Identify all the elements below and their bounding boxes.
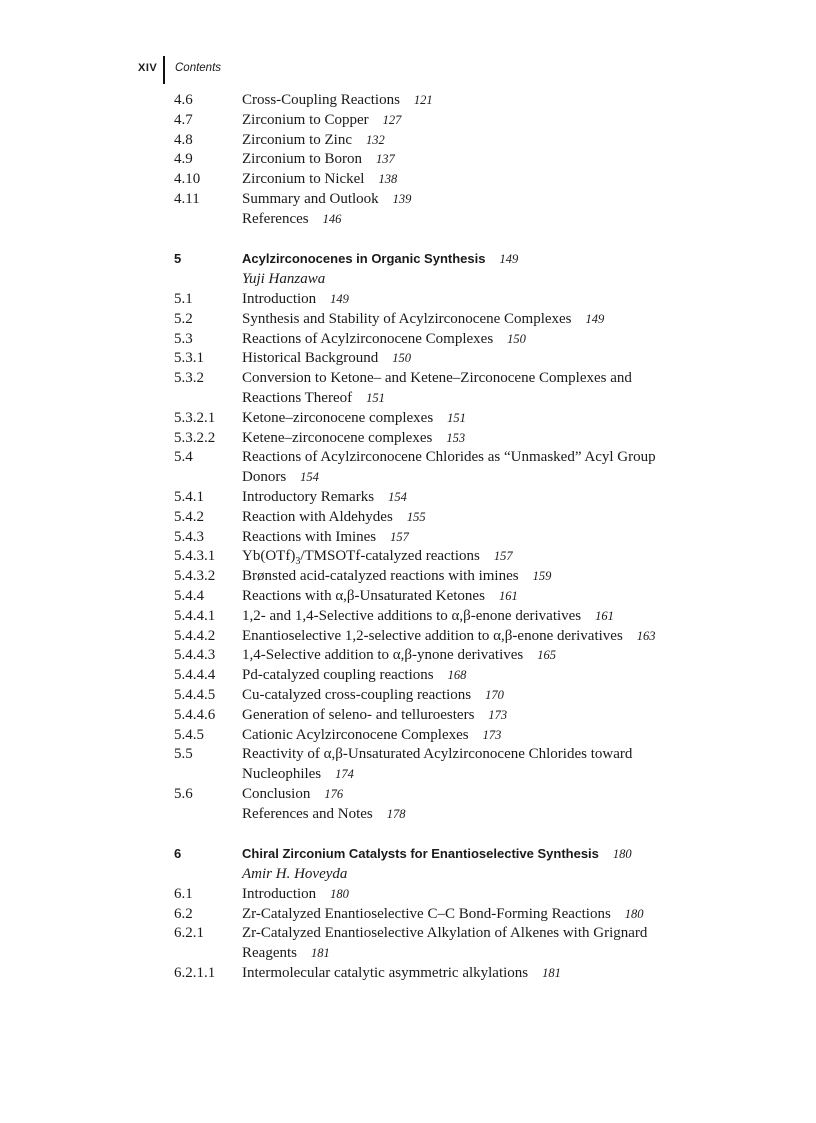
entry-title: Reactions of Acylzirconocene Complexes [242,330,494,347]
header-divider [163,56,165,84]
entry-title: Ketone–zirconocene complexes [242,409,434,426]
entry-title: Historical Background [242,350,379,367]
entry-number: 5.3 [174,330,193,347]
entry-title-line [242,291,349,307]
entry-page: 132 [365,132,385,147]
entry-title-line [242,191,411,207]
entry-title: Reactions with α,β-Unsaturated Ketones [242,587,485,604]
entry-page: 161 [595,608,614,623]
entry-title-line [242,331,526,347]
entry-title-block [242,844,734,885]
entry-page: 151 [447,410,466,425]
entry-page: 181 [542,966,561,981]
entry-title-block [242,666,734,686]
entry-title-line [242,449,656,465]
toc-entry [174,170,734,190]
entry-title: Summary and Outlook [242,190,379,207]
entry-title-line [242,707,507,723]
entry-title: 1,4-Selective addition to α,β-ynone derivatives [242,647,524,664]
entry-title-block [242,785,734,805]
entry-title: Zirconium to Copper [242,111,369,128]
entry-title: Chiral Zirconium Catalysts for Enantioselective Synthesis [242,846,599,862]
chapter-author: Yuji Hanzawa [242,271,326,288]
entry-page: 157 [390,529,409,544]
entry-title: Zirconium to Boron [242,151,362,168]
entry-title: Yb(OTf) [242,548,296,565]
toc-entry [174,587,734,607]
entry-title-block [242,726,734,746]
entry-number [174,210,242,230]
entry-title: Introductory Remarks [242,488,375,505]
entry-title: Conversion to Ketone– and Ketene–Zirconocene Complexes and [242,370,632,387]
entry-number: 4.10 [174,171,201,188]
toc-entry [174,745,734,785]
entry-title-line [242,251,518,267]
entry-title-block [242,587,734,607]
entry-page: 146 [322,211,342,226]
toc-entry [174,706,734,726]
entry-title-block [242,964,734,984]
entry-title: Pd-catalyzed coupling reactions [242,667,434,684]
entry-title-line [242,746,632,762]
toc-entry [174,627,734,647]
entry-title-line [242,370,632,386]
entry-title-block [242,905,734,925]
entry-title: Cross-Coupling Reactions [242,92,400,108]
entry-number: 4.6 [174,92,193,108]
entry-title-line2: Donors [242,469,287,486]
entry-title: Cationic Acylzirconocene Complexes [242,726,469,743]
toc-chapter-entry [174,844,734,885]
entry-number: 6.2.1.1 [174,965,216,982]
entry-page: 150 [392,351,411,366]
entry-title-line2: Nucleophiles [242,766,322,783]
entry-number: 5.4.4.2 [174,627,216,644]
entry-title-block [242,885,734,905]
entry-title: Generation of seleno- and telluroesters [242,706,475,723]
toc-entry [174,686,734,706]
entry-title: Intermolecular catalytic asymmetric alkylations [242,965,529,982]
entry-title: Synthesis and Stability of Acylzirconocene Complexes [242,310,572,327]
entry-page: 180 [330,886,349,901]
entry-number: 5.3.2.2 [174,429,216,446]
entry-number: 4.7 [174,111,193,128]
entry-page: 155 [406,509,426,524]
entry-title-line [242,687,504,703]
toc-entry [174,547,734,567]
entry-number [174,805,242,825]
entry-title-line2: Reactions Thereof [242,389,353,406]
entry-title: Acylzirconocenes in Organic Synthesis [242,251,486,267]
toc-entry [174,210,734,230]
entry-title: Zr-Catalyzed Enantioselective Alkylation of Alkenes with Grignard [242,925,648,942]
entry-title: Zirconium to Nickel [242,171,365,188]
entry-title-line [242,786,343,802]
entry-page: 139 [392,191,412,206]
entry-title: Introduction [242,290,317,307]
entry-page: 149 [330,291,349,306]
toc-entry [174,150,734,170]
entry-number: 5.2 [174,310,193,327]
toc-entry [174,290,734,310]
entry-title-block [242,249,734,290]
entry-page: 170 [485,687,504,702]
entry-title-block [242,805,734,825]
entry-title-line [242,846,632,862]
running-title: Contents [175,62,222,74]
toc-entry [174,785,734,805]
entry-title-line [242,965,561,981]
entry-title-block [242,627,734,647]
toc-entry [174,528,734,548]
chapter-author: Amir H. Hoveyda [242,866,348,883]
entry-title: Reactions with Imines [242,528,377,545]
entry-page: 168 [447,668,467,683]
entry-number: 5.4.4.6 [174,706,216,723]
entry-title-block [242,91,734,111]
entry-title: Reaction with Aldehydes [242,508,393,525]
entry-number: 4.11 [174,190,200,207]
entry-title-line [242,886,349,902]
entry-title-block [242,508,734,528]
entry-page: 173 [482,727,502,742]
toc-entry [174,349,734,369]
entry-title-block [242,290,734,310]
entry-title: Cu-catalyzed cross-coupling reactions [242,686,472,703]
entry-title-block [242,330,734,350]
entry-page: 173 [488,707,508,722]
entry-title: Zr-Catalyzed Enantioselective C–C Bond-Forming Reactions [242,905,611,922]
entry-page: 181 [310,946,330,961]
entry-title-line2: Reagents [242,945,297,962]
entry-page: 149 [499,252,519,267]
entry-title-block [242,190,734,210]
entry-number: 4.9 [174,151,193,168]
entry-number: 5.4.4.4 [174,667,216,684]
entry-title-line [242,430,465,446]
entry-number: 5.3.2.1 [174,409,216,426]
entry-title-line [242,92,433,108]
entry-title-line [242,568,551,584]
entry-number: 6.2.1 [174,925,204,942]
entry-page: 180 [624,906,644,921]
toc-entry [174,885,734,905]
entry-title: Introduction [242,885,317,902]
entry-number: 5.4.3.1 [174,548,216,565]
entry-page: 151 [366,390,385,405]
entry-title-block [242,547,734,567]
entry-title-line [242,628,656,644]
entry-title-block [242,369,734,409]
subscript: 3 [295,556,301,568]
entry-number: 6 [174,846,182,862]
entry-number: 5.5 [174,746,193,763]
entry-number: 4.8 [174,131,193,148]
entry-page: 176 [324,786,344,801]
toc-entry [174,508,734,528]
entry-title: Brønsted acid-catalyzed reactions with imines [242,568,519,585]
toc-entry [174,131,734,151]
entry-title: Conclusion [242,785,311,802]
entry-title: Zirconium to Zinc [242,131,352,148]
entry-title-line [242,647,556,663]
entry-title-line [242,588,518,604]
toc-entry [174,567,734,587]
entry-title-block [242,567,734,587]
entry-page: 165 [537,648,556,663]
entry-page: 180 [612,847,632,862]
entry-page: 159 [532,569,552,584]
entry-title: 1,2- and 1,4-Selective additions to α,β-enone derivatives [242,607,582,624]
entry-title-line [242,211,341,227]
toc-entry [174,726,734,746]
entry-number: 5.4.4.1 [174,607,216,624]
entry-number: 5.3.2 [174,370,204,387]
toc-entry [174,330,734,350]
entry-number: 5.4.3.2 [174,568,216,585]
toc-entry [174,429,734,449]
entry-number: 5.4.4.5 [174,686,216,703]
entry-title-line [242,727,501,743]
entry-title-block [242,131,734,151]
toc-entry [174,805,734,825]
entry-page: 178 [386,806,406,821]
entry-title-block [242,111,734,131]
entry-title-block [242,409,734,429]
entry-number: 5.4 [174,449,193,466]
entry-title-block [242,170,734,190]
toc-chapter-entry [174,249,734,290]
entry-page: 127 [382,112,402,127]
entry-page: 161 [498,588,518,603]
entry-title: Enantioselective 1,2-selective addition to α,β-enone derivatives [242,627,623,644]
entry-title-block [242,745,734,785]
entry-title-line [242,171,397,187]
toc-entry [174,964,734,984]
toc-entry [174,905,734,925]
entry-number: 5.4.2 [174,508,204,525]
page-number: XIV [138,62,158,74]
entry-page: 153 [446,430,466,445]
entry-number: 5.1 [174,290,193,307]
toc-entry [174,111,734,131]
entry-page: 157 [493,549,513,564]
table-of-contents [174,91,734,984]
entry-title-block [242,924,734,964]
toc-entry [174,409,734,429]
entry-number: 6.2 [174,905,193,922]
entry-title-block [242,488,734,508]
entry-number: 5.4.4.3 [174,647,216,664]
entry-title-line [242,806,406,822]
entry-page: 174 [335,767,354,782]
entry-title-line [242,548,513,568]
entry-title-block [242,210,734,230]
entry-title-block [242,429,734,449]
toc-entry [174,190,734,210]
toc-entry [174,310,734,330]
entry-title-block [242,706,734,726]
entry-title-line [242,667,466,683]
toc-entry [174,448,734,488]
entry-title-block [242,150,734,170]
entry-title-line [242,489,407,505]
entry-page: 149 [585,311,605,326]
entry-title-line [242,311,604,327]
entry-page: 163 [636,628,656,643]
toc-entry [174,369,734,409]
entry-number: 5.4.1 [174,488,204,505]
entry-number: 5.3.1 [174,350,204,367]
entry-title: Reactions of Acylzirconocene Chlorides as “Unmasked” Acyl Group [242,449,656,466]
entry-title-line [242,112,401,128]
entry-title-line [242,509,426,525]
toc-entry [174,924,734,964]
entry-title: References [242,210,309,227]
entry-page: 154 [388,489,407,504]
entry-number: 5.4.4 [174,587,204,604]
entry-number: 5 [174,251,182,267]
entry-title-cont: /TMSOTf-catalyzed reactions [300,548,480,565]
entry-title-line [242,350,411,366]
entry-title-block [242,607,734,627]
entry-page: 150 [507,331,526,346]
entry-number: 5.6 [174,785,193,802]
toc-entry [174,666,734,686]
entry-number: 6.1 [174,885,193,902]
entry-title-line [242,925,647,941]
entry-number: 5.4.5 [174,726,204,743]
entry-page: 121 [413,93,433,107]
entry-page: 138 [378,172,398,187]
entry-title-block [242,528,734,548]
entry-title-block [242,310,734,330]
entry-title: Reactivity of α,β-Unsaturated Acylzirconocene Chlorides toward [242,746,633,763]
toc-entry [174,91,734,111]
entry-title-line [242,151,395,167]
entry-title-line [242,132,385,148]
entry-title: References and Notes [242,805,373,822]
entry-title-line [242,608,614,624]
entry-title-line [242,906,644,922]
entry-title-block [242,448,734,488]
toc-entry [174,646,734,666]
toc-entry [174,488,734,508]
entry-page: 154 [300,470,319,485]
entry-title: Ketene–zirconocene complexes [242,429,433,446]
entry-title-line [242,529,409,545]
entry-title-block [242,686,734,706]
entry-title-block [242,349,734,369]
toc-entry [174,607,734,627]
entry-title-line [242,410,466,426]
entry-page: 137 [376,152,395,167]
entry-number: 5.4.3 [174,528,204,545]
entry-title-block [242,646,734,666]
